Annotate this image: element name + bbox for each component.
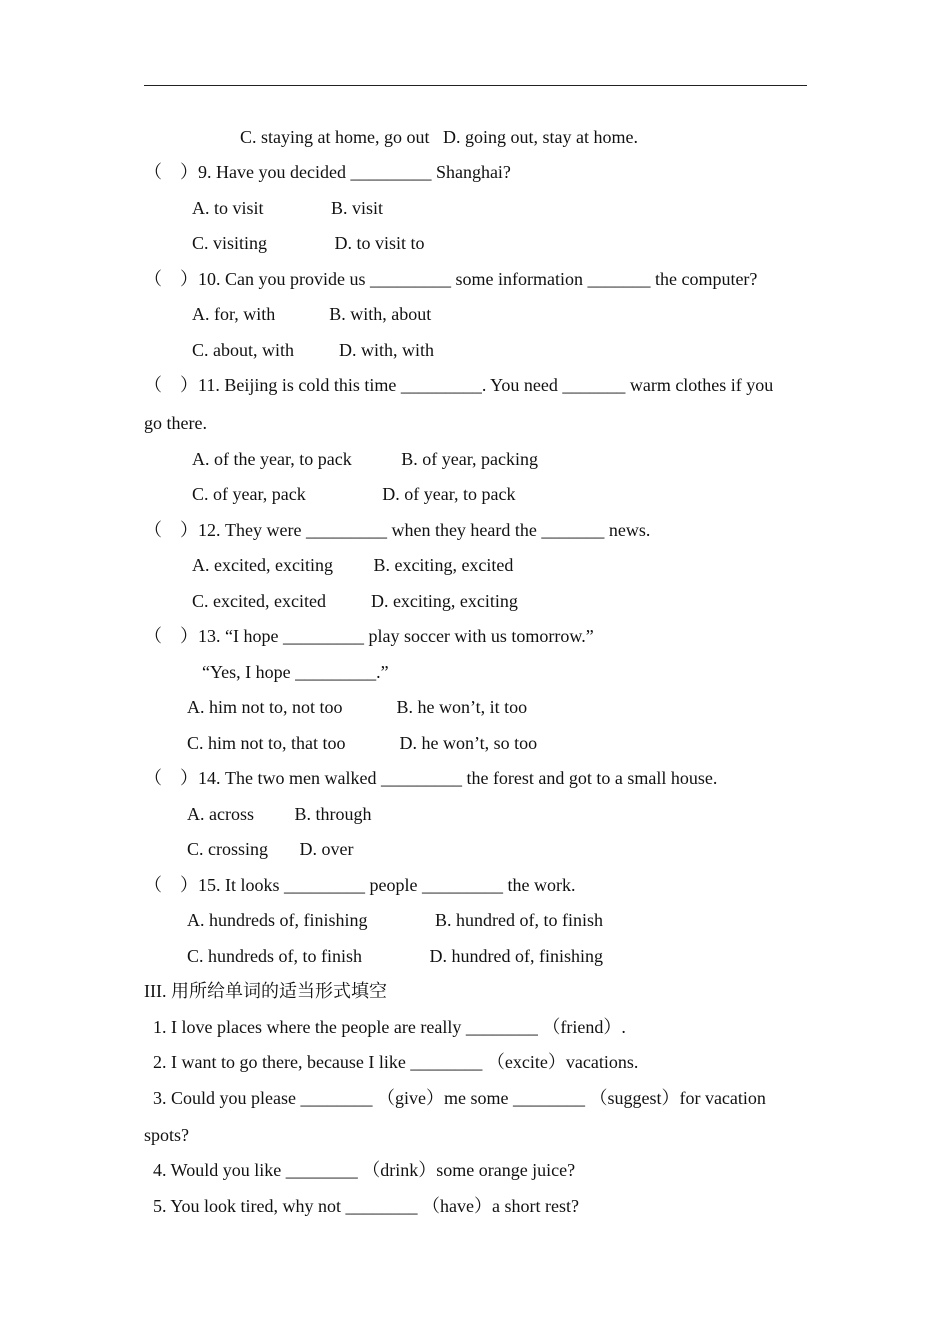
q11-options-ab: A. of the year, to pack B. of year, packing [192, 449, 538, 469]
question-10: （ ）10. Can you provide us _________ some information _______ the computer? [144, 269, 758, 289]
q10-options-ab: A. for, with B. with, about [192, 304, 432, 324]
q10-options-cd: C. about, with D. with, with [192, 340, 434, 360]
q15-options-ab: A. hundreds of, finishing B. hundred of, to finish [187, 910, 603, 930]
q12-options-cd: C. excited, excited D. exciting, exciting [192, 591, 518, 611]
q12-options-ab: A. excited, exciting B. exciting, excited [192, 555, 514, 575]
q9-options-ab: A. to visit B. visit [192, 198, 384, 218]
fill-item-3: 3. Could you please ________ （give）me some ________ （suggest）for vacation [153, 1088, 766, 1108]
question-12: （ ）12. They were _________ when they heard the _______ news. [144, 520, 651, 540]
fill-item-5: 5. You look tired, why not ________ （have）a short rest? [153, 1196, 579, 1216]
section-3-heading: III. 用所给单词的适当形式填空 [144, 981, 387, 1001]
question-11: （ ）11. Beijing is cold this time _________. You need _______ warm clothes if you [144, 375, 774, 395]
fill-item-2: 2. I want to go there, because I like ________ （excite）vacations. [153, 1052, 639, 1072]
question-13-reply: “Yes, I hope _________.” [202, 662, 389, 682]
question-14: （ ）14. The two men walked _________ the forest and got to a small house. [144, 768, 718, 788]
q13-options-ab: A. him not to, not too B. he won’t, it too [187, 697, 528, 717]
fill-item-3-cont: spots? [144, 1125, 189, 1145]
question-11-cont: go there. [144, 413, 207, 433]
question-15: （ ）15. It looks _________ people _________ the work. [144, 875, 576, 895]
question-9: （ ）9. Have you decided _________ Shanghai? [144, 162, 511, 182]
header-rule [144, 85, 807, 86]
q14-options-cd: C. crossing D. over [187, 839, 354, 859]
question-13: （ ）13. “I hope _________ play soccer with us tomorrow.” [144, 626, 594, 646]
fill-item-1: 1. I love places where the people are really ________ （friend）. [153, 1017, 626, 1037]
q8-options-cd: C. staying at home, go out D. going out, stay at home. [240, 127, 638, 147]
q14-options-ab: A. across B. through [187, 804, 372, 824]
fill-item-4: 4. Would you like ________ （drink）some orange juice? [153, 1160, 576, 1180]
q9-options-cd: C. visiting D. to visit to [192, 233, 425, 253]
q11-options-cd: C. of year, pack D. of year, to pack [192, 484, 516, 504]
q13-options-cd: C. him not to, that too D. he won’t, so too [187, 733, 538, 753]
q15-options-cd: C. hundreds of, to finish D. hundred of, finishing [187, 946, 603, 966]
